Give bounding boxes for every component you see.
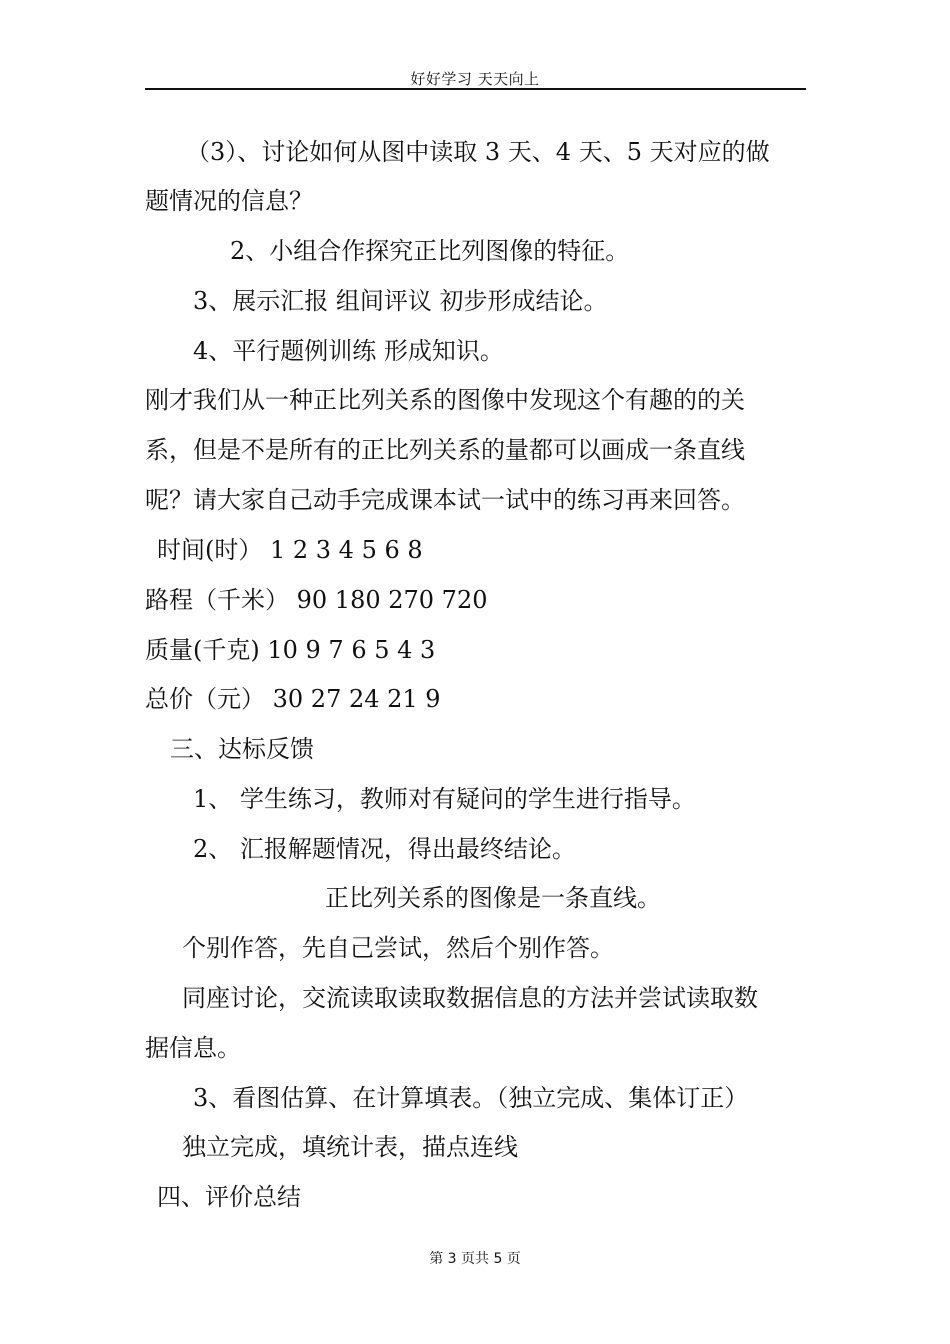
data-row-distance: 路程（千米） 90 180 270 720	[145, 586, 488, 614]
body-line-19: 据信息。	[145, 1034, 241, 1062]
body-line-6: 刚才我们从一种正比列关系的图像中发现这个有趣的的关	[145, 386, 745, 414]
body-line-21: 独立完成，填统计表，描点连线	[182, 1133, 518, 1161]
body-line-5: 4、平行题例训练 形成知识。	[193, 337, 504, 365]
conclusion-line: 正比列关系的图像是一条直线。	[325, 884, 661, 912]
page-header: 好好学习 天天向上	[410, 70, 540, 88]
data-row-total-price: 总价（元） 30 27 24 21 9	[145, 685, 441, 713]
body-line-2: 题情况的信息？	[145, 187, 313, 215]
body-line-7: 系，但是不是所有的正比列关系的量都可以画成一条直线	[145, 436, 745, 464]
section-heading-4: 四、评价总结	[157, 1183, 301, 1211]
body-line-8: 呢？请大家自己动手完成课本试一试中的练习再来回答。	[145, 486, 745, 514]
body-line-14: 1、 学生练习，教师对有疑问的学生进行指导。	[193, 785, 696, 813]
body-line-20: 3、看图估算、在计算填表。（独立完成、集体订正）	[193, 1084, 749, 1112]
body-line-4: 3、展示汇报 组间评议 初步形成结论。	[193, 287, 608, 315]
body-line-1: （3）、讨论如何从图中读取 3 天、4 天、5 天对应的做	[186, 138, 770, 166]
body-line-17: 个别作答，先自己尝试，然后个别作答。	[182, 934, 614, 962]
page-footer: 第 3 页共 5 页	[429, 1251, 521, 1267]
data-row-mass: 质量(千克) 10 9 7 6 5 4 3	[145, 636, 436, 664]
header-divider	[145, 88, 806, 90]
body-line-18: 同座讨论，交流读取读取数据信息的方法并尝试读取数	[182, 984, 758, 1012]
section-heading-3: 三、达标反馈	[170, 735, 314, 763]
body-line-3: 2、小组合作探究正比列图像的特征。	[230, 237, 630, 265]
body-line-15: 2、 汇报解题情况，得出最终结论。	[193, 835, 576, 863]
data-row-time: 时间(时） 1 2 3 4 5 6 8	[157, 536, 423, 564]
